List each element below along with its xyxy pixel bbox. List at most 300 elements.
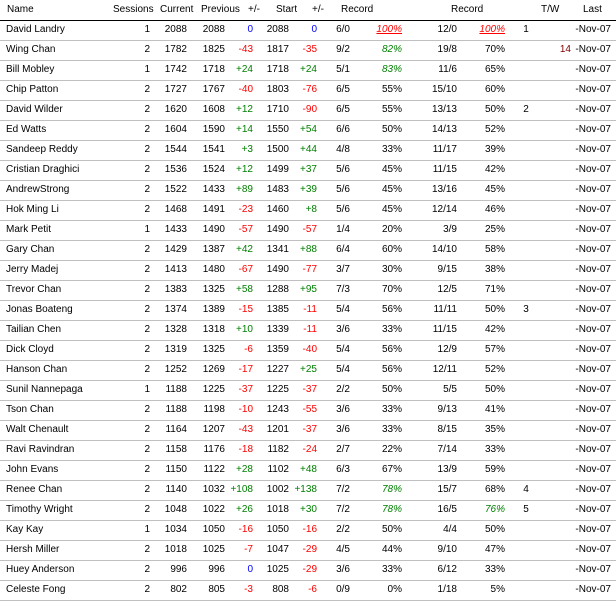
row-name: Sunil Nannepaga [6,384,83,395]
row-delta-prev: -18 [238,444,253,455]
row-delta-start: -6 [308,584,317,595]
header-record-total[interactable]: Record [451,4,484,15]
row-record-total-pct: 33% [484,444,505,455]
row-start: 808 [272,584,289,595]
row-last: -Nov-07 [575,264,611,275]
row-record-pct: 60% [381,244,402,255]
row-start: 1385 [266,304,289,315]
row-sessions: 2 [144,284,150,295]
row-last: -Nov-07 [575,124,611,135]
row-previous: 1022 [202,504,225,515]
row-sessions: 2 [144,44,150,55]
row-start: 2088 [266,24,289,35]
row-delta-prev: -6 [244,344,253,355]
row-tw [516,340,536,360]
row-tw-count [545,140,571,160]
row-name: David Landry [6,24,65,35]
row-last: -Nov-07 [575,524,611,535]
header-current[interactable]: Current [160,4,194,15]
row-delta-prev: -16 [238,524,253,535]
row-last: -Nov-07 [575,404,611,415]
row-sessions: 1 [144,384,150,395]
row-last: -Nov-07 [575,244,611,255]
row-record-pct: 67% [381,464,402,475]
row-record-total: 6/12 [437,564,457,575]
table-row[interactable] [0,420,616,441]
table-row[interactable] [0,340,616,361]
row-record-total-pct: 52% [484,124,505,135]
row-delta-prev: +12 [236,104,253,115]
header-name[interactable]: Name [7,4,34,15]
row-start: 1201 [266,424,289,435]
row-last: -Nov-07 [575,144,611,155]
row-current: 1164 [165,424,187,435]
row-delta-start: -77 [302,264,317,275]
row-name: Hok Ming Li [6,204,59,215]
row-tw-count [545,560,571,580]
row-delta-prev: -15 [238,304,253,315]
table-row[interactable] [0,80,616,101]
row-tw: 5 [523,504,529,515]
header-sessions[interactable]: Sessions [113,4,154,15]
row-previous: 1825 [202,44,225,55]
row-sessions: 2 [144,264,150,275]
row-tw-count [545,280,571,300]
row-record-total: 13/9 [437,464,457,475]
row-record-total: 14/13 [431,124,457,135]
row-previous: 1389 [202,304,225,315]
row-current: 1374 [164,304,187,315]
row-tw [516,260,536,280]
row-delta-prev: -7 [244,544,253,555]
row-tw [516,460,536,480]
row-last: -Nov-07 [575,544,611,555]
row-name: Mark Petit [6,224,52,235]
table-row[interactable] [0,60,616,81]
row-record-total-pct: 71% [484,284,505,295]
row-sessions: 2 [144,464,150,475]
row-previous: 1590 [202,124,225,135]
row-delta-prev: +24 [236,64,253,75]
header-previous[interactable]: Previous [201,4,240,15]
row-record-total: 12/11 [432,364,457,375]
row-record-total: 5/5 [443,384,457,395]
row-tw-count [545,320,571,340]
row-previous: 1198 [203,404,225,415]
row-record-pct: 33% [381,324,402,335]
row-delta-start: +95 [300,284,317,295]
row-record: 5/4 [336,304,350,315]
row-record-total: 9/15 [437,264,457,275]
row-last: -Nov-07 [575,304,611,315]
row-current: 2088 [164,24,187,35]
row-last: -Nov-07 [575,164,611,175]
row-sessions: 2 [144,244,150,255]
row-sessions: 2 [144,544,150,555]
row-record-total: 3/9 [443,224,457,235]
table-row[interactable] [0,120,616,141]
row-record-pct: 30% [381,264,402,275]
row-current: 1727 [164,84,187,95]
row-start: 1500 [266,144,289,155]
row-record: 4/5 [336,544,350,555]
row-delta-prev: -67 [238,264,253,275]
row-tw-count [545,120,571,140]
row-start: 1225 [266,384,289,395]
row-current: 1188 [165,384,187,395]
row-record-total: 1/18 [437,584,457,595]
row-sessions: 2 [144,304,150,315]
row-tw [516,220,536,240]
row-name: Gary Chan [6,244,55,255]
row-record-total-pct: 45% [484,184,505,195]
row-current: 1158 [165,444,187,455]
row-previous: 2088 [202,24,225,35]
row-previous: 1032 [202,484,225,495]
row-record-total-pct: 50% [484,304,505,315]
row-name: Hanson Chan [6,364,68,375]
row-delta-start: -40 [302,344,317,355]
row-start: 1483 [266,184,289,195]
row-name: John Evans [6,464,59,475]
header-tw[interactable]: T/W [541,4,560,15]
row-record-total: 12/9 [437,344,457,355]
row-delta-start: -35 [302,44,317,55]
row-delta-start: -16 [302,524,317,535]
row-record-pct: 33% [381,144,402,155]
table-row[interactable] [0,220,616,241]
row-last: -Nov-07 [575,344,611,355]
row-previous: 1207 [202,424,225,435]
table-row[interactable] [0,500,616,521]
row-tw-count [545,480,571,500]
row-current: 1433 [164,224,187,235]
row-last: -Nov-07 [575,204,611,215]
table-row[interactable] [0,20,616,41]
table-row[interactable] [0,400,616,421]
row-previous: 1269 [202,364,225,375]
row-name: Hersh Miller [6,544,60,555]
table-row[interactable] [0,200,616,221]
row-delta-prev: 0 [247,24,253,35]
table-row[interactable] [0,440,616,461]
row-name: Renee Chan [6,484,63,495]
row-sessions: 2 [144,584,150,595]
row-tw-count [545,80,571,100]
row-previous: 1767 [202,84,225,95]
row-previous: 1225 [202,384,225,395]
row-record-total-pct: 50% [484,384,505,395]
row-record-pct: 0% [387,584,402,595]
row-delta-start: -37 [302,384,317,395]
row-sessions: 2 [144,564,150,575]
row-tw-count [545,20,571,40]
row-delta-prev: -23 [238,204,253,215]
row-delta-prev: +28 [236,464,253,475]
row-name: Walt Chenault [6,424,69,435]
row-record-total-pct: 70% [484,44,505,55]
row-current: 1383 [164,284,187,295]
row-record-total-pct: 42% [484,324,505,335]
row-tw [516,380,536,400]
row-tw-count [545,220,571,240]
row-sessions: 2 [144,364,150,375]
row-current: 1328 [164,324,187,335]
row-tw [516,160,536,180]
table-row[interactable] [0,260,616,281]
row-tw-count [545,160,571,180]
row-tw-count [545,540,571,560]
row-start: 1182 [267,444,289,455]
row-record: 5/6 [336,164,350,175]
row-last: -Nov-07 [575,44,611,55]
table-row[interactable] [0,540,616,561]
row-record-total-pct: 35% [484,424,505,435]
row-delta-start: -37 [302,424,317,435]
row-sessions: 2 [144,124,150,135]
row-record: 4/8 [336,144,350,155]
row-last: -Nov-07 [575,184,611,195]
row-delta-start: +30 [300,504,317,515]
row-sessions: 2 [144,184,150,195]
row-name: Ed Watts [6,124,47,135]
row-record-pct: 50% [381,124,402,135]
row-current: 1188 [165,404,187,415]
header-start[interactable]: Start [276,4,298,15]
row-tw-count: 14 [559,44,571,55]
row-last: -Nov-07 [575,24,611,35]
row-previous: 1325 [202,344,225,355]
row-record-total-pct: 100% [479,24,505,35]
table-row[interactable] [0,180,616,201]
row-start: 1817 [266,44,289,55]
row-record-pct: 56% [381,304,402,315]
row-name: Sandeep Reddy [6,144,78,155]
row-tw-count [545,260,571,280]
row-name: Kay Kay [6,524,44,535]
table-row[interactable] [0,360,616,381]
row-tw-count [545,240,571,260]
row-delta-start: -24 [302,444,317,455]
row-record-total-pct: 38% [484,264,505,275]
row-current: 1742 [164,64,187,75]
row-tw: 1 [523,24,529,35]
row-name: AndrewStrong [6,184,70,195]
row-previous: 1122 [203,464,225,475]
row-record: 3/6 [336,564,350,575]
row-record-total: 8/15 [437,424,457,435]
row-tw [516,40,536,60]
row-record-total: 7/14 [437,444,457,455]
row-delta-prev: -43 [238,44,253,55]
row-delta-start: +88 [300,244,317,255]
row-record: 6/4 [336,244,350,255]
row-sessions: 2 [144,404,150,415]
row-sessions: 1 [144,524,150,535]
row-start: 1025 [266,564,289,575]
row-current: 1544 [164,144,187,155]
row-sessions: 2 [144,204,150,215]
row-record-total-pct: 39% [484,144,505,155]
row-record-total-pct: 5% [490,584,505,595]
row-delta-prev: -57 [238,224,253,235]
header-delta-prev[interactable]: +/- [248,4,260,15]
row-last: -Nov-07 [575,104,611,115]
row-record: 5/4 [336,364,350,375]
row-sessions: 2 [144,164,150,175]
row-tw [516,360,536,380]
row-sessions: 1 [144,24,150,35]
row-tw [516,520,536,540]
row-delta-start: -11 [303,324,317,335]
row-sessions: 2 [144,84,150,95]
row-record-total: 15/7 [437,484,457,495]
row-record-total: 11/15 [432,324,457,335]
row-previous: 1325 [202,284,225,295]
row-record-pct: 50% [381,524,402,535]
row-tw-count [545,300,571,320]
row-record: 7/2 [336,504,350,515]
header-delta-start[interactable]: +/- [312,4,324,15]
row-record-pct: 55% [381,84,402,95]
table-row[interactable] [0,140,616,161]
row-start: 1047 [266,544,289,555]
row-previous: 1387 [202,244,225,255]
table-row[interactable] [0,240,616,261]
row-record-total-pct: 65% [484,64,505,75]
row-current: 996 [170,564,187,575]
row-previous: 1490 [202,224,225,235]
row-last: -Nov-07 [575,564,611,575]
row-record-total-pct: 57% [484,344,505,355]
row-previous: 1524 [202,164,225,175]
row-record-total: 15/10 [431,84,457,95]
row-tw [516,440,536,460]
row-tw [516,280,536,300]
row-start: 1050 [266,524,289,535]
row-record-total-pct: 50% [484,104,505,115]
row-start: 1341 [266,244,289,255]
row-sessions: 2 [144,144,150,155]
row-record-total-pct: 47% [484,544,505,555]
row-record-total: 19/8 [437,44,457,55]
row-name: Cristian Draghici [6,164,80,175]
row-start: 1339 [266,324,289,335]
row-previous: 996 [208,564,225,575]
row-record-total-pct: 33% [484,564,505,575]
row-delta-start: -76 [302,84,317,95]
row-delta-start: -29 [302,564,317,575]
table-row[interactable] [0,300,616,321]
row-last: -Nov-07 [575,324,611,335]
row-previous: 1433 [202,184,225,195]
table-row[interactable] [0,320,616,341]
row-name: Dick Cloyd [6,344,54,355]
row-name: Timothy Wright [6,504,73,515]
row-current: 1048 [164,504,187,515]
row-name: David Wilder [6,104,63,115]
table-row[interactable] [0,380,616,401]
row-record: 6/0 [336,24,350,35]
table-row[interactable] [0,40,616,61]
table-row[interactable] [0,580,616,601]
table-row[interactable] [0,100,616,121]
row-start: 1550 [266,124,289,135]
row-delta-start: +37 [300,164,317,175]
row-start: 1718 [266,64,289,75]
row-record-total: 14/10 [431,244,457,255]
row-record-total: 11/17 [432,144,457,155]
row-previous: 1025 [202,544,225,555]
row-delta-prev: +12 [236,164,253,175]
row-last: -Nov-07 [575,464,611,475]
row-tw: 3 [523,304,529,315]
header-record[interactable]: Record [341,4,374,15]
row-tw-count [545,420,571,440]
row-delta-prev: +58 [236,284,253,295]
row-tw-count [545,580,571,600]
row-start: 1460 [266,204,289,215]
row-delta-start: +39 [300,184,317,195]
row-record-pct: 22% [381,444,402,455]
row-tw [516,120,536,140]
row-sessions: 2 [144,424,150,435]
row-record-total: 12/14 [431,204,457,215]
row-record-total: 11/11 [433,304,457,315]
header-last[interactable]: Last [583,4,602,15]
row-sessions: 2 [144,324,150,335]
row-tw: 4 [523,484,529,495]
row-tw-count [545,400,571,420]
row-tw [516,60,536,80]
row-tw: 2 [523,104,529,115]
row-last: -Nov-07 [575,584,611,595]
row-delta-prev: -43 [238,424,253,435]
row-last: -Nov-07 [575,424,611,435]
table-row[interactable] [0,280,616,301]
table-row[interactable] [0,480,616,501]
row-tw-count [545,200,571,220]
row-start: 1803 [266,84,289,95]
row-tw-count [545,340,571,360]
row-tw [516,320,536,340]
row-record-total-pct: 41% [484,404,505,415]
row-name: Jerry Madej [6,264,59,275]
row-delta-prev: +42 [236,244,253,255]
row-record-total: 16/5 [437,504,457,515]
row-previous: 805 [208,584,225,595]
table-row[interactable] [0,160,616,181]
table-row[interactable] [0,560,616,581]
row-record-pct: 55% [381,104,402,115]
row-record-total-pct: 76% [484,504,505,515]
row-record-total-pct: 46% [484,204,505,215]
row-record-total-pct: 52% [484,364,505,375]
row-delta-prev: +89 [236,184,253,195]
row-record-pct: 33% [381,424,402,435]
row-delta-prev: +14 [236,124,253,135]
row-record-total: 11/6 [438,64,457,75]
row-current: 1620 [164,104,187,115]
row-current: 1413 [164,264,187,275]
row-name: Tailian Chen [6,324,62,335]
table-row[interactable] [0,520,616,541]
row-record: 6/5 [336,104,350,115]
row-delta-start: -90 [302,104,317,115]
row-tw [516,240,536,260]
table-row[interactable] [0,460,616,481]
row-tw-count [545,180,571,200]
